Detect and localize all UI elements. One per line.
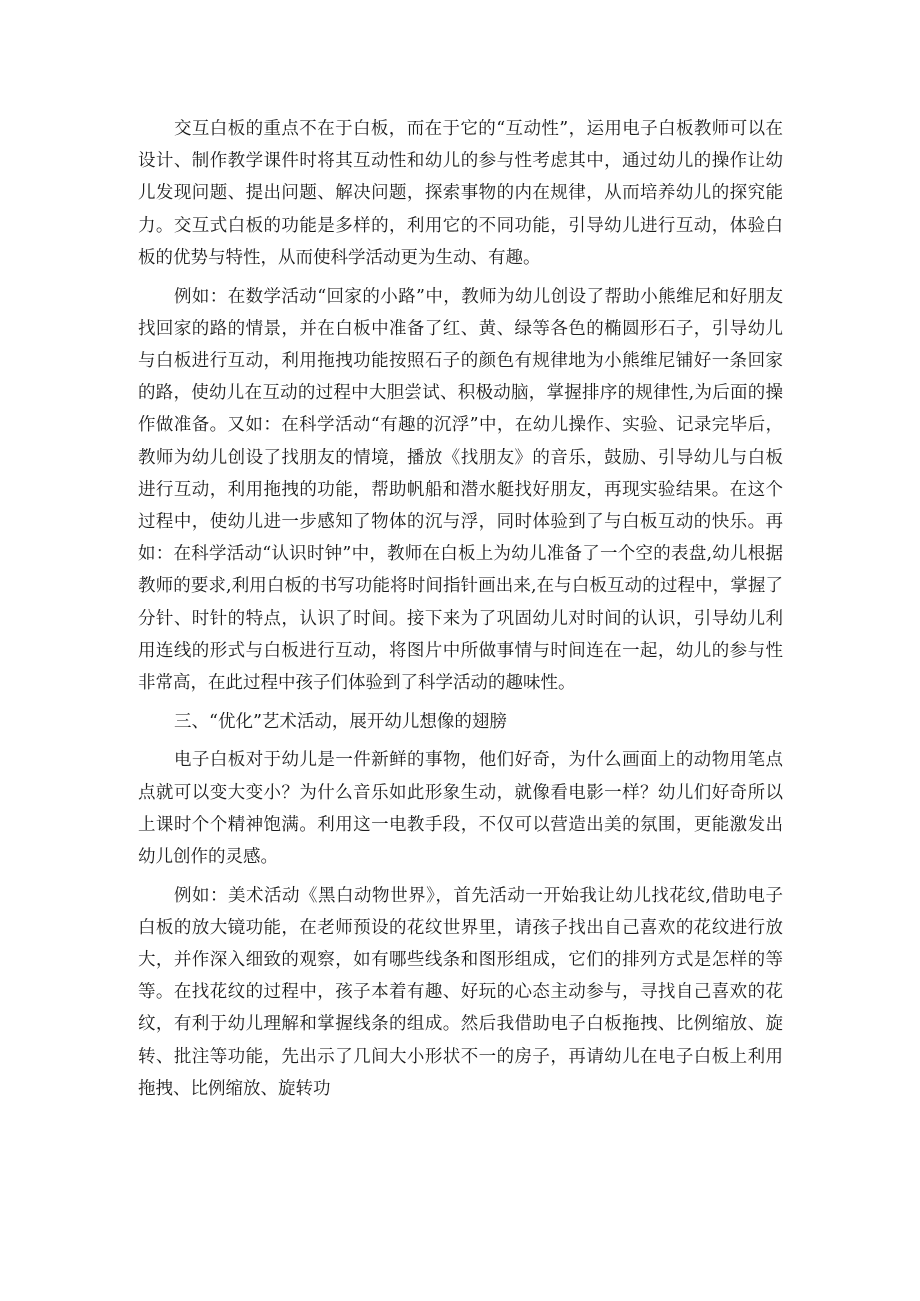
paragraph-examples-science: 例如：在数学活动“回家的小路”中，教师为幼儿创设了帮助小熊维尼和好朋友找回家的路的情景，并在白板中准备了红、黄、绿等各色的椭圆形石子，引导幼儿与白板进行互动，利用拖拽功能按照石子的颜色有规律地为小熊维尼铺好一条回家的路，使幼儿在互动的过程中大胆尝试、积极动脑，掌握排序的规律性,为后面的操作做准备。又如：在科学活动“有趣的沉浮”中，在幼儿操作、实验、记录完毕后，教师为幼儿创设了找朋友的情境，播放《找朋友》的音乐，鼓励、引导幼儿与白板进行互动，利用拖拽的功能，帮助帆船和潜水艇找好朋友，再现实验结果。在这个过程中，使幼儿进一步感知了物体的沉与浮，同时体验到了与白板互动的快乐。再如：在科学活动“认识时钟”中，教师在白板上为幼儿准备了一个空的表盘,幼儿根据教师的要求,利用白板的书写功能将时间指针画出来,在与白板互动的过程中，掌握了分针、时针的特点，认识了时间。接下来为了巩固幼儿对时间的认识，引导幼儿利用连线的形式与白板进行互动，将图片中所做事情与时间连在一起，幼儿的参与性非常高，在此过程中孩子们体验到了科学活动的趣味性。 (138, 286, 783, 693)
paragraph-novelty: 电子白板对于幼儿是一件新鲜的事物，他们好奇，为什么画面上的动物用笔点点就可以变大变小？为什么音乐如此形象生动，就像看电影一样？幼儿们好奇所以上课时个个精神饱满。利用这一电教手段，不仅可以营造出美的氛围，更能激发出幼儿创作的灵感。 (138, 750, 783, 867)
section-heading-art: 三、“优化”艺术活动，展开幼儿想像的翅膀 (174, 711, 507, 732)
document-page (138, 113, 783, 1112)
paragraph-art-example: 例如：美术活动《黑白动物世界》，首先活动一开始我让幼儿找花纹,借助电子白板的放大镜功能，在老师预设的花纹世界里，请孩子找出自己喜欢的花纹进行放大，并作深入细致的观察，如有哪些线条和图形组成，它们的排列方式是怎样的等等。在找花纹的过程中，孩子本着有趣、好玩的心态主动参与，寻找自己喜欢的花纹，有利于幼儿理解和掌握线条的组成。然后我借助电子白板拖拽、比例缩放、旋转、批注等功能，先出示了几间大小形状不一的房子，再请幼儿在电子白板上利用拖拽、比例缩放、旋转功 (138, 885, 783, 1099)
paragraph-interactive-whiteboard: 交互白板的重点不在于白板，而在于它的“互动性”，运用电子白板教师可以在设计、制作教学课件时将其互动性和幼儿的参与性考虑其中，通过幼儿的操作让幼儿发现问题、提出问题、解决问题，探索事物的内在规律，从而培养幼儿的探究能力。交互式白板的功能是多样的，利用它的不同功能，引导幼儿进行互动，体验白板的优势与特性，从而使科学活动更为生动、有趣。 (138, 119, 783, 268)
